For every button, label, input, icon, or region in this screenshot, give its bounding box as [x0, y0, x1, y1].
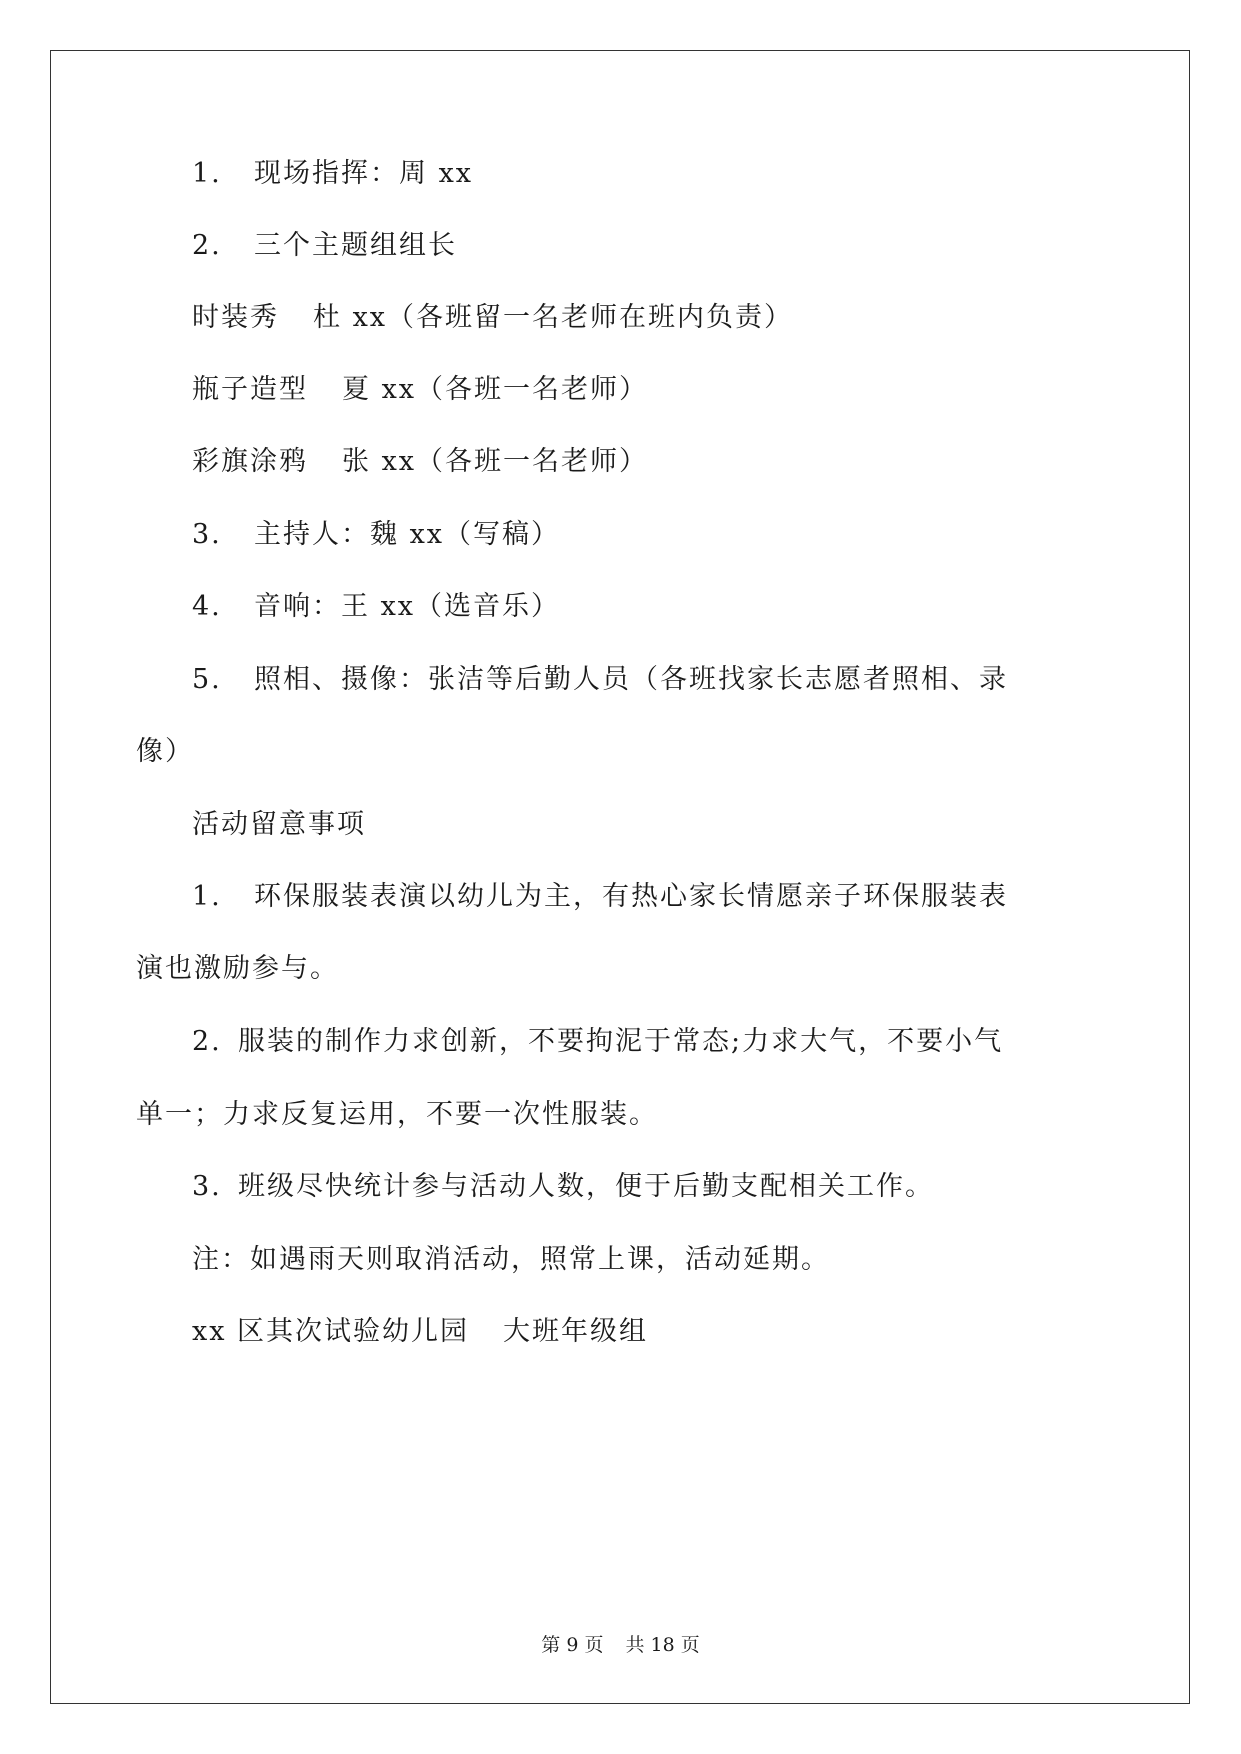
note-item-2 — [192, 1024, 1003, 1060]
staff-item-2-number: 2. — [192, 230, 222, 261]
group-fashion-show-leader: 杜 xx（各班留一名老师在班内负责） — [313, 302, 794, 333]
staff-item-4 — [192, 589, 560, 625]
staff-item-1 — [192, 156, 473, 192]
staff-item-4-text: 音响：王 xx（选音乐） — [254, 591, 561, 622]
group-bottle-modeling-name: 瓶子造型 — [192, 374, 308, 405]
staff-item-3-text: 主持人：魏 xx（写稿） — [254, 519, 561, 550]
note-item-2-number: 2. — [192, 1026, 222, 1057]
note-item-3-text: 班级尽快统计参与活动人数，便于后勤支配相关工作。 — [238, 1171, 934, 1202]
staff-item-5-text: 照相、摄像：张洁等后勤人员（各班找家长志愿者照相、录 — [254, 664, 1008, 695]
staff-item-3 — [192, 517, 560, 553]
staff-item-5-continued: 像） — [136, 736, 194, 767]
note-item-2-text: 服装的制作力求创新，不要拘泥于常态;力求大气，不要小气 — [238, 1026, 1004, 1057]
staff-item-5-number: 5. — [192, 664, 222, 695]
staff-item-1-number: 1. — [192, 158, 222, 189]
staff-item-2 — [192, 228, 457, 264]
signature-group: 大班年级组 — [503, 1316, 649, 1347]
staff-item-4-number: 4. — [192, 591, 222, 622]
page-number-total: 共 18 页 — [625, 1634, 700, 1656]
group-flag-graffiti-leader: 张 xx（各班一名老师） — [342, 446, 649, 477]
staff-item-1-text: 现场指挥：周 xx — [254, 158, 474, 189]
staff-item-5 — [192, 662, 1008, 698]
note-item-1-text: 环保服装表演以幼儿为主，有热心家长情愿亲子环保服装表 — [254, 881, 1008, 912]
group-bottle-modeling-leader: 夏 xx（各班一名老师） — [342, 374, 649, 405]
rain-remark: 注：如遇雨天则取消活动，照常上课，活动延期。 — [192, 1244, 830, 1275]
group-flag-graffiti-name: 彩旗涂鸦 — [192, 446, 308, 477]
note-item-1-number: 1. — [192, 881, 222, 912]
signature — [192, 1314, 648, 1350]
group-flag-graffiti — [192, 444, 648, 480]
note-item-1 — [192, 879, 1008, 915]
signature-organization: xx 区其次试验幼儿园 — [192, 1316, 470, 1347]
staff-item-2-text: 三个主题组组长 — [254, 230, 457, 261]
note-item-1-continued: 演也激励参与。 — [136, 953, 339, 984]
page-number-current: 第 9 页 — [541, 1634, 604, 1656]
page-footer — [0, 1632, 1241, 1658]
group-fashion-show-name: 时装秀 — [192, 302, 279, 333]
page-border — [50, 50, 1190, 1704]
group-fashion-show — [192, 300, 793, 336]
note-item-3 — [192, 1169, 934, 1205]
note-item-2-continued: 单一；力求反复运用，不要一次性服装。 — [136, 1099, 658, 1130]
staff-item-3-number: 3. — [192, 519, 222, 550]
notes-heading: 活动留意事项 — [192, 809, 366, 840]
group-bottle-modeling — [192, 372, 648, 408]
note-item-3-number: 3. — [192, 1171, 222, 1202]
